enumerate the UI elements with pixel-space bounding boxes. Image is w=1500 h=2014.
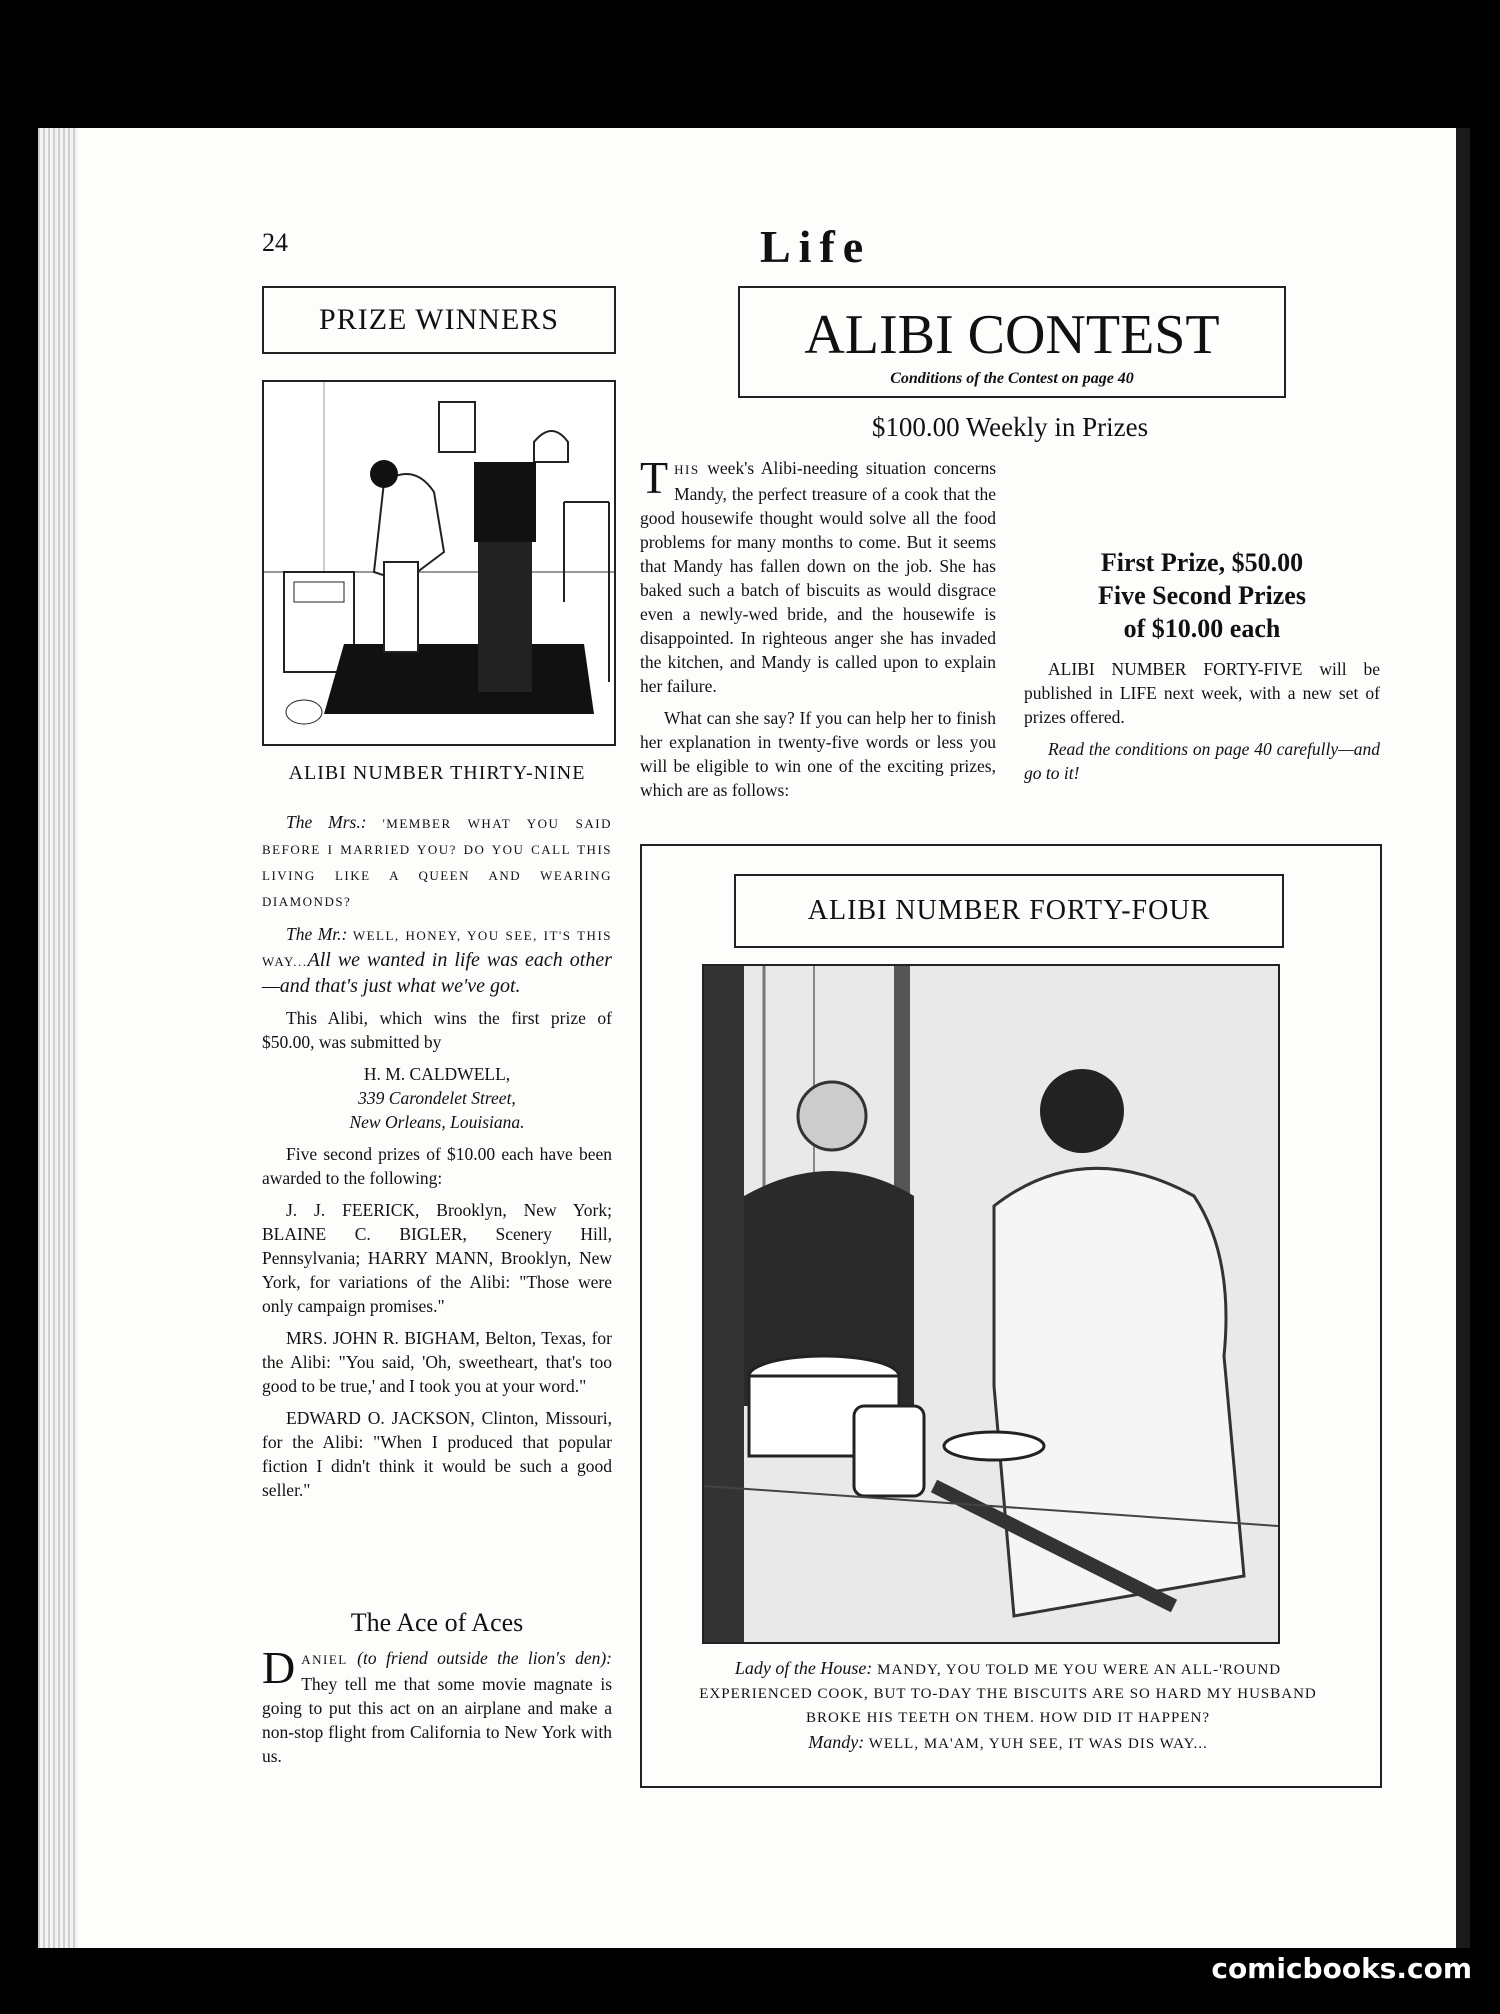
weekly-prizes-heading: $100.00 Weekly in Prizes bbox=[871, 412, 1149, 442]
mr-answer: All we wanted in life was each other—and that's just what we've got. bbox=[262, 949, 612, 997]
second-prizes-intro: Five second prizes of $10.00 each have been awarded to the following: bbox=[262, 1144, 612, 1188]
lady-label: Lady of the House: bbox=[734, 1658, 873, 1678]
intro-paragraph-2: What can she say? If you can help her to finish her explanation in twenty-five words or less you will be eligible to win one of the exciting prizes, which are as follows: bbox=[640, 708, 996, 800]
masthead: Life bbox=[760, 221, 872, 272]
contest-intro-left bbox=[640, 452, 996, 810]
contest-prizes-right bbox=[1024, 456, 1380, 793]
ace-body: They tell me that some movie magnate is going to put this act on an airplane and make a non-stop flight from California to New York with us. bbox=[262, 1674, 612, 1766]
binding-edge bbox=[1456, 128, 1470, 1948]
site-watermark: comicbooks.com bbox=[1211, 1952, 1472, 1985]
drop-cap: D bbox=[262, 1642, 296, 1693]
ace-of-aces-text bbox=[262, 1642, 613, 1768]
alibi-39-text bbox=[262, 810, 612, 1510]
alibi-44-illustration bbox=[702, 964, 1280, 1644]
prize-winners-heading: PRIZE WINNERS bbox=[262, 286, 616, 354]
page-stack-edge bbox=[38, 128, 78, 1948]
mr-line bbox=[262, 922, 612, 998]
alibi-39-illustration bbox=[262, 380, 616, 746]
mrs-line bbox=[262, 810, 612, 914]
wins-text: This Alibi, which wins the first prize of $50.00, was submitted by bbox=[262, 1008, 612, 1052]
page-number: 24 bbox=[262, 228, 288, 257]
second-prizes-line2: of $10.00 each bbox=[1123, 614, 1281, 643]
mr-label: The Mr.: bbox=[286, 924, 348, 944]
mrs-label: The Mrs.: bbox=[286, 812, 367, 832]
second-prize-group: J. J. FEERICK, Brooklyn, New York; BLAINE C. BIGLER, Scenery Hill, Pennsylvania; HARRY MANN, Brooklyn, New York, for variations of the Alibi: "Those were only campaign promises." bbox=[262, 1200, 612, 1316]
drop-cap: T bbox=[640, 452, 669, 503]
ace-of-aces-title: The Ace of Aces bbox=[350, 1608, 524, 1637]
first-prize: First Prize, $50.00 bbox=[1100, 548, 1304, 577]
alibi-39-caption: ALIBI NUMBER THIRTY-NINE bbox=[288, 762, 586, 784]
next-week-note: ALIBI NUMBER FORTY-FIVE will be published in LIFE next week, with a new set of prizes offered. bbox=[1024, 659, 1380, 727]
alibi-contest-subtitle: Conditions of the Contest on page 40 bbox=[890, 370, 1134, 387]
alibi-44-heading: ALIBI NUMBER FORTY-FOUR bbox=[734, 874, 1284, 948]
mandy-text: WELL, MA'AM, YUH SEE, IT WAS DIS WAY... bbox=[868, 1736, 1208, 1752]
intro-paragraph-1: week's Alibi-needing situation concerns Mandy, the perfect treasure of a cook that the good housewife thought would solve all the food problems for many months to come. But it seems that Mandy has fallen down on the job. She has baked such a batch of biscuits as would disgrace even a newly-wed bride, and the housewife is disappointed. In righteous anger she has invaded the kitchen, and Mandy is called upon to explain her failure. bbox=[640, 458, 996, 696]
mrs-text: 'MEMBER WHAT YOU SAID BEFORE I MARRIED YOU? DO YOU CALL THIS LIVING LIKE A QUEEN AND WEARING DIAMONDS? bbox=[262, 816, 613, 909]
alibi-44-caption bbox=[690, 1656, 1326, 1756]
ace-aside: (to friend outside the lion's den): bbox=[357, 1648, 613, 1668]
winner-city: New Orleans, Louisiana. bbox=[349, 1112, 525, 1132]
intro-lead: HIS bbox=[674, 462, 700, 477]
winner-street: 339 Carondelet Street, bbox=[358, 1088, 516, 1108]
mandy-label: Mandy: bbox=[808, 1732, 865, 1752]
ace-lead: ANIEL bbox=[301, 1652, 348, 1667]
alibi-contest-box bbox=[738, 286, 1286, 398]
mr-text: WELL, HONEY, YOU SEE, IT'S THIS WAY... bbox=[262, 928, 613, 969]
kitchen-couple-drawing bbox=[264, 382, 614, 744]
second-prize-jackson: EDWARD O. JACKSON, Clinton, Missouri, for the Alibi: "When I produced that popular fiction I didn't think it would be such a good seller." bbox=[262, 1408, 612, 1500]
second-prize-bigham: MRS. JOHN R. BIGHAM, Belton, Texas, for the Alibi: "You said, 'Oh, sweetheart, that's too good to be true,' and I took you at your word." bbox=[262, 1328, 612, 1396]
mandy-kitchen-drawing bbox=[704, 966, 1278, 1642]
alibi-contest-title: ALIBI CONTEST bbox=[804, 304, 1220, 366]
second-prizes-line1: Five Second Prizes bbox=[1098, 581, 1306, 610]
read-conditions-note: Read the conditions on page 40 carefully—and go to it! bbox=[1024, 739, 1380, 783]
lady-text: MANDY, YOU TOLD ME YOU WERE AN ALL-'ROUND EXPERIENCED COOK, BUT TO-DAY THE BISCUITS ARE SO HARD MY HUSBAND BROKE HIS TEETH ON THEM. HOW DID IT HAPPEN? bbox=[699, 1662, 1317, 1726]
winner-name: H. M. CALDWELL, bbox=[363, 1064, 511, 1084]
